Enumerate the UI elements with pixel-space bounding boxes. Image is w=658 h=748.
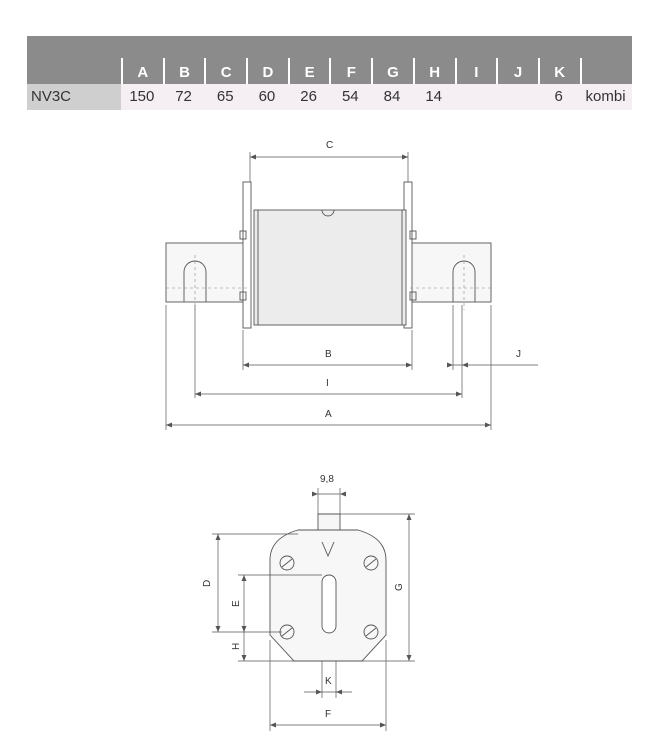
left-end-plate xyxy=(243,182,251,328)
table-header-row xyxy=(27,58,632,84)
label-c: C xyxy=(326,140,334,151)
column-header-f: F xyxy=(329,58,371,84)
right-slot xyxy=(453,261,475,302)
label-g: G xyxy=(394,583,405,591)
value-a: 150 xyxy=(129,88,155,105)
column-header-b: B xyxy=(163,58,205,84)
value-i xyxy=(455,84,497,110)
table-row xyxy=(27,84,632,110)
right-end-plate xyxy=(404,182,412,328)
value-g: 84 xyxy=(383,88,401,105)
fuse-indicator-slot xyxy=(322,575,336,633)
screw-bottom-right xyxy=(364,625,378,639)
column-header-a: A xyxy=(121,58,163,84)
label-b: B xyxy=(325,349,332,360)
column-header-g: G xyxy=(371,58,413,84)
row-name: NV3C xyxy=(27,84,121,110)
value-d: 60 xyxy=(258,88,276,105)
label-top-width: 9,8 xyxy=(320,474,334,485)
column-header-h: H xyxy=(413,58,455,84)
value-c: 65 xyxy=(216,88,234,105)
left-contact-blade xyxy=(166,243,250,302)
value-b: 72 xyxy=(175,88,192,105)
value-note: kombi xyxy=(585,88,626,105)
value-h: 14 xyxy=(425,88,442,105)
fuse-body xyxy=(254,210,406,325)
label-i: I xyxy=(326,378,329,389)
label-h: H xyxy=(231,642,242,650)
label-d: D xyxy=(202,579,213,587)
column-header-j: J xyxy=(496,58,538,84)
value-e: 26 xyxy=(300,88,317,105)
label-a: A xyxy=(325,409,332,420)
column-header-i: I xyxy=(455,58,497,84)
screw-top-right xyxy=(364,556,378,570)
header-name-cell xyxy=(27,58,121,84)
screw-top-left xyxy=(280,556,294,570)
right-contact-blade xyxy=(410,243,491,302)
label-e: E xyxy=(231,600,242,607)
value-k: 6 xyxy=(554,88,563,105)
column-header-k: K xyxy=(538,58,580,84)
column-header-e: E xyxy=(288,58,330,84)
value-f: 54 xyxy=(341,88,359,105)
column-header-d: D xyxy=(246,58,288,84)
label-j: J xyxy=(516,349,521,360)
label-k: K xyxy=(325,676,332,687)
column-header-c: C xyxy=(204,58,246,84)
label-f: F xyxy=(325,709,332,720)
value-j xyxy=(496,84,538,110)
screw-bottom-left xyxy=(280,625,294,639)
header-tail-cell xyxy=(580,58,632,84)
front-outline xyxy=(270,514,386,661)
left-slot xyxy=(184,261,206,302)
